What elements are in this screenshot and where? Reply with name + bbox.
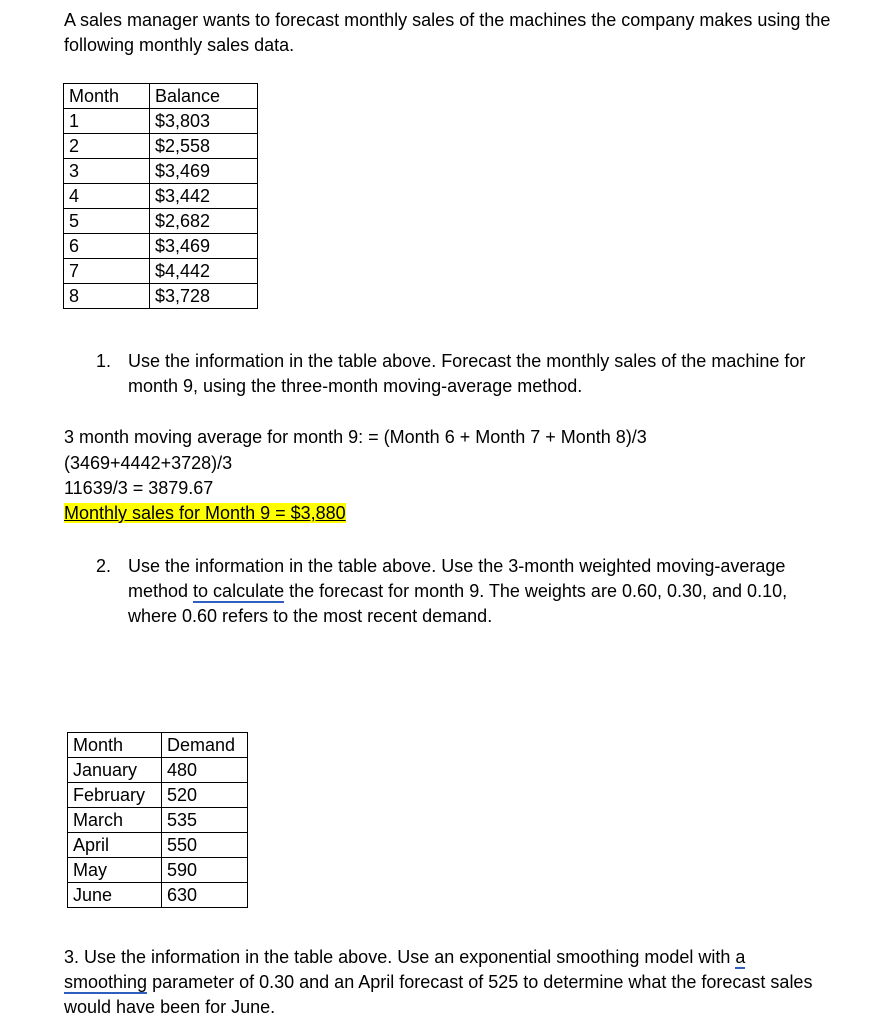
table1-cell: $2,558 [150, 134, 258, 159]
table-row [64, 234, 258, 259]
table2-header-cell: Demand [162, 733, 248, 758]
table-row [68, 833, 248, 858]
question-2-line-2-c: the forecast for month 9. The weights are 0.60, 0.30, and 0.10, [284, 581, 788, 601]
table1-cell: $3,803 [150, 109, 258, 134]
table-row [64, 184, 258, 209]
answer-1-line-2: (3469+4442+3728)/3 [64, 453, 233, 473]
question-3-line-2 [64, 970, 812, 994]
question-1-number: 1. [96, 351, 112, 371]
table2-cell: April [68, 833, 162, 858]
table1-cell: 8 [64, 284, 150, 309]
question-3-line-1-a: 3. Use the information in the table above. Use an exponential smoothing model with [64, 947, 736, 967]
table1-cell: 5 [64, 209, 150, 234]
table1-cell: $3,442 [150, 184, 258, 209]
answer-1-result [64, 501, 346, 525]
question-2-line-3: where 0.60 refers to the most recent demand. [128, 606, 493, 626]
table1-cell: $3,469 [150, 159, 258, 184]
table2-cell: February [68, 783, 162, 808]
table2-cell: 630 [162, 883, 248, 908]
grammar-flag-smoothing: smoothing [64, 972, 148, 992]
intro-line-2: following monthly sales data. [64, 35, 295, 55]
table-row [68, 758, 248, 783]
answer-1-line-1: 3 month moving average for month 9: = (Month 6 + Month 7 + Month 8)/3 [64, 427, 647, 447]
balance-table [63, 83, 258, 309]
table2-cell: 535 [162, 808, 248, 833]
table1-cell: $3,469 [150, 234, 258, 259]
table1-cell: $3,728 [150, 284, 258, 309]
table1-header-cell: Month [64, 84, 150, 109]
table-header-row [68, 733, 248, 758]
table2-cell: January [68, 758, 162, 783]
question-3-line-2-b: parameter of 0.30 and an April forecast of 525 to determine what the forecast sales [147, 972, 813, 992]
grammar-flag-to-calculate: to calculate [193, 581, 285, 601]
demand-table [67, 732, 248, 908]
question-1-line-1: Use the information in the table above. Forecast the monthly sales of the machine for [128, 351, 806, 371]
table2-cell: 550 [162, 833, 248, 858]
grammar-flag-a: a [735, 947, 746, 967]
answer-1-line-3: 11639/3 = 3879.67 [64, 478, 214, 498]
intro-line-1: A sales manager wants to forecast monthly sales of the machines the company makes using the [64, 10, 831, 30]
table2-cell: June [68, 883, 162, 908]
table-row [64, 259, 258, 284]
table-row [64, 209, 258, 234]
table1-cell: 4 [64, 184, 150, 209]
question-1-line-2: month 9, using the three-month moving-average method. [128, 376, 583, 396]
question-3-line-1 [64, 945, 745, 969]
table1-cell: 3 [64, 159, 150, 184]
question-2-line-1: Use the information in the table above. Use the 3-month weighted moving-average [128, 556, 786, 576]
table1-cell: $4,442 [150, 259, 258, 284]
question-2-line-2 [128, 579, 787, 603]
question-2-number: 2. [96, 556, 112, 576]
table1-header-cell: Balance [150, 84, 258, 109]
table-row [64, 284, 258, 309]
table1-cell: 2 [64, 134, 150, 159]
table2-cell: 480 [162, 758, 248, 783]
table2-cell: May [68, 858, 162, 883]
table-row [68, 858, 248, 883]
table-row [64, 134, 258, 159]
highlighted-result: Monthly sales for Month 9 = $3,880 [64, 503, 346, 523]
table-row [64, 159, 258, 184]
table-row [68, 808, 248, 833]
table-row [64, 109, 258, 134]
question-2-line-2-a: method [128, 581, 194, 601]
table2-header-cell: Month [68, 733, 162, 758]
table2-cell: 520 [162, 783, 248, 808]
table1-cell: 6 [64, 234, 150, 259]
question-3-line-3: would have been for June. [64, 997, 276, 1017]
table2-cell: March [68, 808, 162, 833]
table1-cell: 1 [64, 109, 150, 134]
table-row [68, 783, 248, 808]
table-header-row [64, 84, 258, 109]
table1-cell: $2,682 [150, 209, 258, 234]
table-row [68, 883, 248, 908]
table2-cell: 590 [162, 858, 248, 883]
table1-cell: 7 [64, 259, 150, 284]
